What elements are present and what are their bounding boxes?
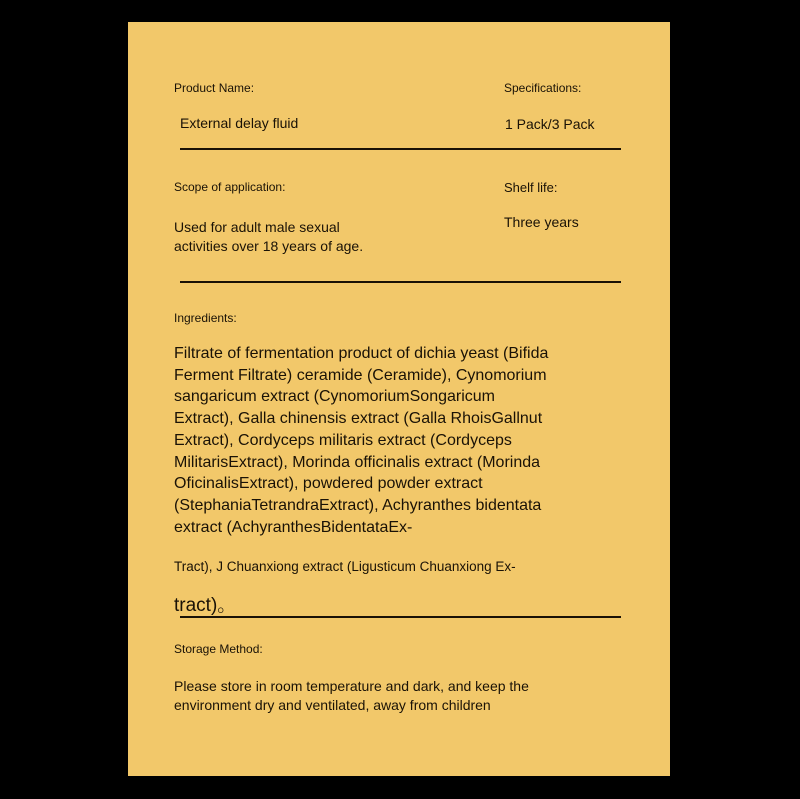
- shelf-life-value: Three years: [504, 214, 579, 230]
- ingredients-line: extract (AchyranthesBidentataEx-: [174, 518, 413, 536]
- divider-2: [180, 281, 621, 283]
- storage-line: environment dry and ventilated, away from children: [174, 697, 491, 713]
- storage-line: Please store in room temperature and dark, and keep the: [174, 678, 529, 694]
- scope-line: Used for adult male sexual: [174, 219, 340, 235]
- specifications-label: Specifications:: [504, 81, 582, 95]
- specifications-value: 1 Pack/3 Pack: [505, 116, 595, 132]
- product-name-value: External delay fluid: [180, 115, 299, 131]
- ingredients-label: Ingredients:: [174, 311, 237, 325]
- ingredients-line: MilitarisExtract), Morinda officinalis extract (Morinda: [174, 453, 541, 471]
- scope-label: Scope of application:: [174, 180, 286, 194]
- ingredients-line: Extract), Cordyceps militaris extract (Cordyceps: [174, 431, 512, 449]
- storage-label: Storage Method:: [174, 642, 263, 656]
- ingredients-line: sangaricum extract (CynomoriumSongaricum: [174, 388, 495, 406]
- ingredients-line: OficinalisExtract), powdered powder extract: [174, 475, 483, 493]
- ingredients-text: [174, 343, 548, 538]
- divider-3: [180, 616, 621, 618]
- divider-1: [180, 148, 621, 150]
- storage-text: [174, 677, 529, 715]
- scope-text: [174, 218, 363, 256]
- scope-line: activities over 18 years of age.: [174, 238, 364, 254]
- shelf-life-label: Shelf life:: [504, 180, 558, 195]
- ingredients-line: Ferment Filtrate) ceramide (Ceramide), Cynomorium: [174, 366, 547, 384]
- ingredients-tail-line-2: tract)。: [174, 595, 237, 616]
- ingredients-tail-line-1: Tract), J Chuanxiong extract (Ligusticum Chuanxiong Ex-: [174, 558, 516, 574]
- ingredients-line: (StephaniaTetrandraExtract), Achyranthes bidentata: [174, 496, 542, 514]
- ingredients-line: Filtrate of fermentation product of dichia yeast (Bifida: [174, 345, 549, 362]
- ingredients-line: Extract), Galla chinensis extract (Galla RhoisGallnut: [174, 410, 543, 428]
- product-name-label: Product Name:: [174, 81, 255, 95]
